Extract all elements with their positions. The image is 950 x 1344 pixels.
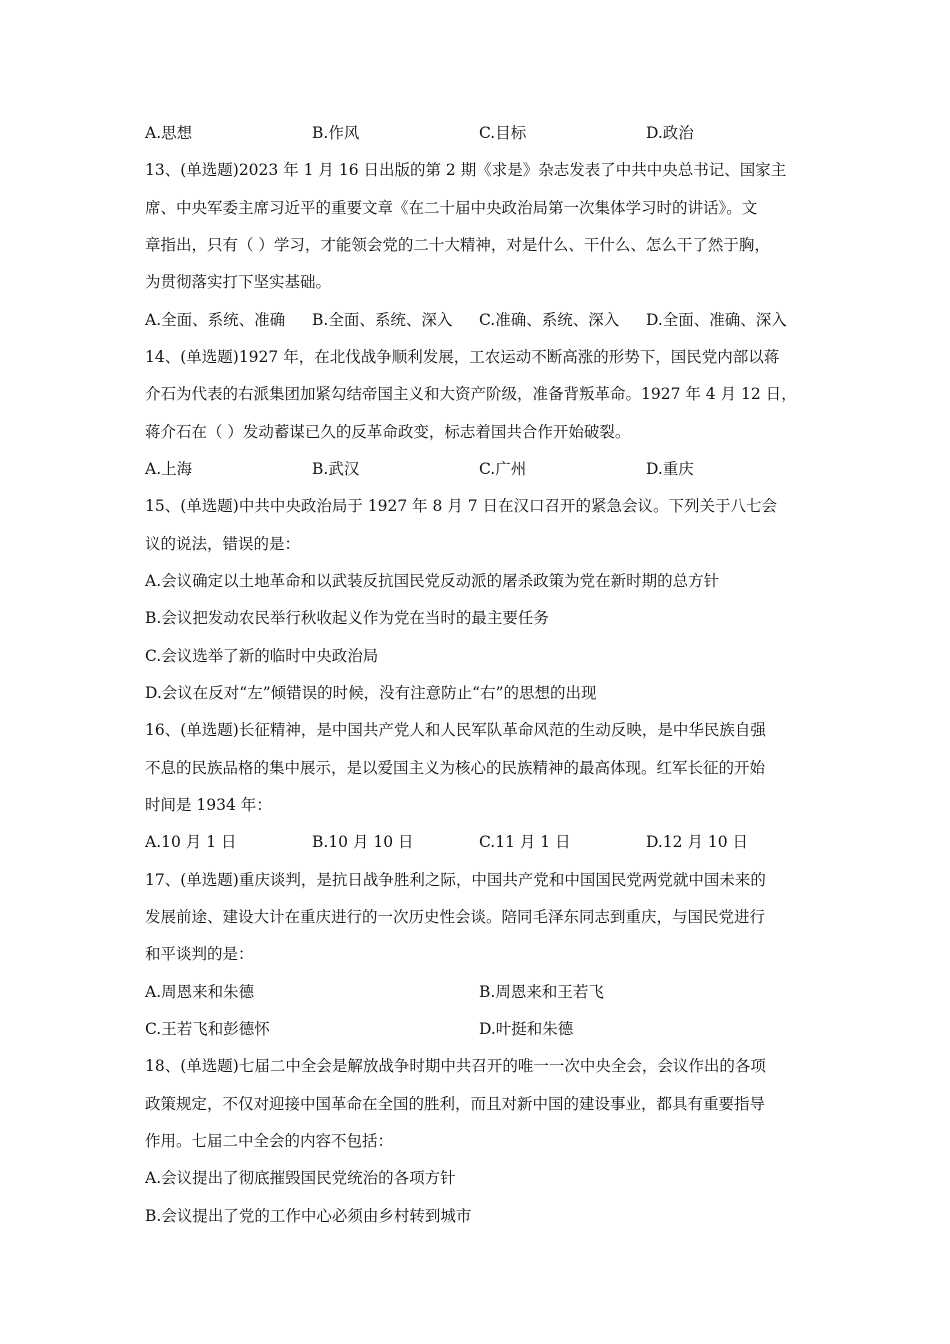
option-d: D.重庆 xyxy=(646,460,694,478)
option-c: C.目标 xyxy=(479,124,527,142)
question-13-text-line: 13、(单选题)2023 年 1 月 16 日出版的第 2 期《求是》杂志发表了中共中央总书记、国家主 xyxy=(145,161,787,179)
question-14-text-line: 介石为代表的右派集团加紧勾结帝国主义和大资产阶级，准备背叛革命。1927 年 4 月 12 日， xyxy=(145,385,797,403)
question-18-text-line: 政策规定，不仅对迎接中国革命在全国的胜利，而且对新中国的建设事业，都具有重要指导 xyxy=(145,1095,766,1113)
option-a: A.10 月 1 日 xyxy=(145,833,237,851)
option-a: A.会议提出了彻底摧毁国民党统治的各项方针 xyxy=(145,1169,456,1187)
option-d: D.叶挺和朱德 xyxy=(479,1020,574,1038)
option-b: B.10 月 10 日 xyxy=(312,833,414,851)
question-16-text-line: 不息的民族品格的集中展示，是以爱国主义为核心的民族精神的最高体现。红军长征的开始 xyxy=(145,759,766,777)
question-17-text-line: 和平谈判的是： xyxy=(145,945,254,963)
question-15-text-line: 15、(单选题)中共中央政治局于 1927 年 8 月 7 日在汉口召开的紧急会议。下列关于八七会 xyxy=(145,497,778,515)
question-16-text-line: 16、(单选题)长征精神，是中国共产党人和人民军队革命风范的生动反映，是中华民族自强 xyxy=(145,721,766,739)
option-c: C.广州 xyxy=(479,460,527,478)
question-14-text-line: 蒋介石在（ ）发动蓄谋已久的反革命政变，标志着国共合作开始破裂。 xyxy=(145,423,631,441)
option-b: B.会议提出了党的工作中心必须由乡村转到城市 xyxy=(145,1207,472,1225)
option-d: D.12 月 10 日 xyxy=(646,833,749,851)
question-13-text-line: 为贯彻落实打下坚实基础。 xyxy=(145,273,332,291)
question-18-text-line: 作用。七届二中全会的内容不包括： xyxy=(145,1132,394,1150)
option-a: A.上海 xyxy=(145,460,193,478)
option-b: B.武汉 xyxy=(312,460,360,478)
option-c: C.会议选举了新的临时中央政治局 xyxy=(145,647,379,665)
question-18-text-line: 18、(单选题)七届二中全会是解放战争时期中共召开的唯一一次中央全会，会议作出的各项 xyxy=(145,1057,766,1075)
option-b: B.周恩来和王若飞 xyxy=(479,983,604,1001)
option-c: C.王若飞和彭德怀 xyxy=(145,1020,270,1038)
question-17-text-line: 17、(单选题)重庆谈判，是抗日战争胜利之际，中国共产党和中国国民党两党就中国未来的 xyxy=(145,871,766,889)
question-17-text-line: 发展前途、建设大计在重庆进行的一次历史性会谈。陪同毛泽东同志到重庆，与国民党进行 xyxy=(145,908,766,926)
question-16-text-line: 时间是 1934 年： xyxy=(145,796,272,814)
question-13-text-line: 章指出，只有（ ）学习，才能领会党的二十大精神，对是什么、干什么、怎么干了然于胸， xyxy=(145,236,770,254)
question-15-text-line: 议的说法，错误的是： xyxy=(145,535,301,553)
option-a: A.全面、系统、准确 xyxy=(145,311,286,329)
question-13-text-line: 席、中央军委主席习近平的重要文章《在二十届中央政治局第一次集体学习时的讲话》。文 xyxy=(145,199,758,217)
option-d: D.会议在反对“左”倾错误的时候，没有注意防止“右”的思想的出现 xyxy=(145,684,597,702)
option-c: C.准确、系统、深入 xyxy=(479,311,620,329)
option-c: C.11 月 1 日 xyxy=(479,833,571,851)
option-d: D.全面、准确、深入 xyxy=(646,311,787,329)
option-a: A.周恩来和朱德 xyxy=(145,983,255,1001)
option-d: D.政治 xyxy=(646,124,694,142)
option-a: A.思想 xyxy=(145,124,193,142)
option-b: B.作风 xyxy=(312,124,360,142)
option-b: B.会议把发动农民举行秋收起义作为党在当时的最主要任务 xyxy=(145,609,549,627)
option-b: B.全面、系统、深入 xyxy=(312,311,453,329)
option-a: A.会议确定以土地革命和以武装反抗国民党反动派的屠杀政策为党在新时期的总方针 xyxy=(145,572,720,590)
question-14-text-line: 14、(单选题)1927 年，在北伐战争顺利发展，工农运动不断高涨的形势下，国民党内部以蒋 xyxy=(145,348,780,366)
